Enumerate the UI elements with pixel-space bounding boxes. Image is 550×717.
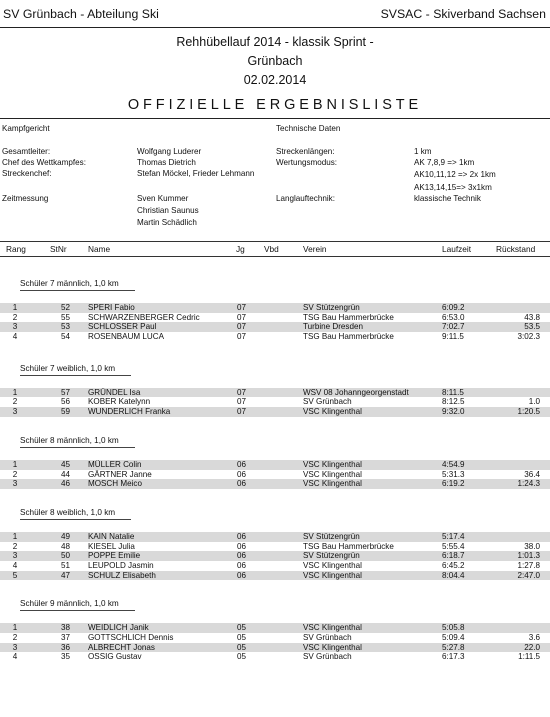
time-behind: 3:02.3 [517,332,540,342]
event-title: Rehhübellauf 2014 - klassik Sprint - [176,35,374,49]
finish-time: 5:17.4 [442,531,465,541]
club-name: SV Stützengrün [303,551,360,561]
result-row [0,551,550,561]
finish-time: 8:11.5 [442,387,464,397]
stnr-cell: 59 [60,407,70,417]
club-name: SV Stützengrün [303,303,360,312]
group-heading [0,580,550,623]
stnr-cell: 47 [60,570,70,580]
stnr-cell: 38 [60,623,70,633]
birth-year: 07 [237,312,247,322]
finish-time: 5:09.4 [442,633,465,642]
stnr-cell: 52 [60,303,70,312]
athlete-name: ALBRECHT Jonas [88,642,155,652]
club-name: VSC Klingenthal [303,642,362,652]
zeitmessung-label: Zeitmessung [2,194,49,203]
group-label: Schüler 7 männlich, 1,0 km [20,279,135,291]
rang-cell: 2 [12,397,18,407]
technik-value: klassische Technik [414,194,481,203]
athlete-name: LEUPOLD Jasmin [88,560,154,570]
result-row [0,561,550,571]
time-behind: 53.5 [524,322,540,332]
club-name: TSG Bau Hammerbrücke [303,312,394,322]
athlete-name: SPERI Fabio [88,303,135,312]
rang-cell: 1 [12,623,18,633]
group-heading [0,342,550,388]
event-date: 02.02.2014 [243,73,307,87]
wertung-value-2: AK10,11,12 => 2x 1km [414,170,496,179]
stnr-cell: 49 [60,531,70,541]
club-name: VSC Klingenthal [303,479,362,489]
club-name: VSC Klingenthal [303,560,362,570]
birth-year: 06 [237,479,247,489]
finish-time: 6:09.2 [442,303,465,312]
result-row [0,388,550,398]
streckenlaengen-label: Streckenlängen: [276,147,335,156]
stnr-cell: 56 [60,397,70,407]
finish-time: 6:53.0 [442,312,465,322]
rang-cell: 4 [12,560,18,570]
result-row [0,470,550,480]
stnr-cell: 54 [60,332,70,342]
birth-year: 07 [237,332,247,342]
rang-cell: 2 [12,312,18,322]
col-verein: Verein [303,244,327,254]
officials-block [0,119,550,241]
finish-time: 9:11.5 [442,332,464,342]
club-name: SV Grünbach [303,397,352,407]
group-label: Schüler 7 weiblich, 1,0 km [20,364,131,376]
results-list [0,257,550,662]
stnr-cell: 37 [60,633,70,642]
result-row [0,322,550,332]
time-behind: 1:11.5 [518,652,540,662]
event-location: Grünbach [247,54,303,68]
result-row [0,313,550,323]
club-name: VSC Klingenthal [303,570,362,580]
result-row [0,332,550,342]
time-behind: 38.0 [524,541,540,551]
result-row [0,652,550,662]
col-rueckstand: Rückstand [496,244,536,254]
time-behind: 22.0 [524,642,540,652]
wertung-value-1: AK 7,8,9 => 1km [414,158,475,167]
stnr-cell: 50 [60,551,70,561]
finish-time: 5:31.3 [442,469,465,479]
result-row [0,532,550,542]
time-behind: 3.6 [528,633,540,642]
finish-time: 6:45.2 [442,560,465,570]
group-heading [0,489,550,532]
wertung-label: Wertungsmodus: [276,158,338,167]
rang-cell: 3 [12,551,18,561]
col-name: Name [88,244,111,254]
birth-year: 06 [237,570,247,580]
athlete-name: SCHLOSSER Paul [88,322,157,332]
club-name: SV Grünbach [303,652,352,662]
rang-cell: 1 [12,387,18,397]
time-behind: 1:01.3 [517,551,540,561]
rang-cell: 2 [12,633,18,642]
result-row [0,542,550,552]
rang-cell: 2 [12,469,18,479]
rang-cell: 3 [12,407,18,417]
technische-daten-heading: Technische Daten [276,124,341,133]
birth-year: 05 [237,642,247,652]
athlete-name: GRÜNDEL Isa [88,387,141,397]
club-name: VSC Klingenthal [303,469,362,479]
club-name: SV Grünbach [303,633,352,642]
birth-year: 07 [237,322,247,332]
club-name: VSC Klingenthal [303,407,362,417]
header-divider [0,27,550,28]
athlete-name: KAIN Natalie [88,531,135,541]
streckenchef-value: Stefan Möckel, Frieder Lehmann [137,169,255,178]
result-row [0,571,550,581]
organizer-right: SVSAC - Skiverband Sachsen [380,7,546,21]
club-name: Turbine Dresden [303,322,363,332]
col-laufzeit: Laufzeit [442,244,472,254]
birth-year: 07 [237,397,247,407]
streckenlaengen-value: 1 km [414,147,432,156]
athlete-name: SCHULZ Elisabeth [88,570,156,580]
finish-time: 8:12.5 [442,397,465,407]
time-behind: 43.8 [524,312,540,322]
result-row [0,460,550,470]
streckenchef-label: Streckenchef: [2,169,52,178]
page-header [0,0,550,119]
rang-cell: 3 [12,322,18,332]
stnr-cell: 48 [60,541,70,551]
rang-cell: 4 [12,332,18,342]
birth-year: 06 [237,551,247,561]
finish-time: 9:32.0 [442,407,465,417]
time-behind: 1:24.3 [517,479,540,489]
result-row [0,623,550,633]
col-rang: Rang [6,244,26,254]
finish-time: 8:04.4 [442,570,465,580]
birth-year: 06 [237,560,247,570]
club-name: WSV 08 Johanngeorgenstadt [303,387,409,397]
athlete-name: POPPE Emilie [88,551,141,561]
stnr-cell: 46 [60,479,70,489]
athlete-name: GOTTSCHLICH Dennis [88,633,174,642]
rang-cell: 1 [12,303,18,312]
birth-year: 06 [237,531,247,541]
stnr-cell: 35 [60,652,70,662]
stnr-cell: 45 [60,459,70,469]
result-row [0,643,550,653]
organizer-left: SV Grünbach - Abteilung Ski [3,7,159,21]
birth-year: 05 [237,652,247,662]
stnr-cell: 55 [60,312,70,322]
birth-year: 07 [237,303,247,312]
athlete-name: MÜLLER Colin [88,459,142,469]
club-name: VSC Klingenthal [303,623,362,633]
birth-year: 07 [237,387,247,397]
group-label: Schüler 9 männlich, 1,0 km [20,599,135,611]
birth-year: 05 [237,633,247,642]
stnr-cell: 36 [60,642,70,652]
birth-year: 07 [237,407,247,417]
club-name: VSC Klingenthal [303,459,362,469]
kampfgericht-heading: Kampfgericht [2,124,50,133]
time-behind: 1.0 [528,397,540,407]
technik-label: Langlauftechnik: [276,194,335,203]
result-row [0,633,550,643]
birth-year: 05 [237,623,247,633]
athlete-name: WEIDLICH Janik [88,623,149,633]
time-behind: 2:47.0 [517,570,540,580]
athlete-name: SCHWARZENBERGER Cedric [88,312,200,322]
athlete-name: WUNDERLICH Franka [88,407,171,417]
time-behind: 36.4 [524,469,540,479]
document-title: OFFIZIELLE ERGEBNISLISTE [127,97,423,113]
club-name: TSG Bau Hammerbrücke [303,541,394,551]
athlete-name: MOSCH Meico [88,479,142,489]
stnr-cell: 51 [60,560,70,570]
stnr-cell: 57 [60,387,70,397]
birth-year: 06 [237,459,247,469]
finish-time: 7:02.7 [442,322,465,332]
zeitmessung-value-1: Sven Kummer [137,194,189,203]
result-row [0,407,550,417]
athlete-name: GÄRTNER Janne [88,469,152,479]
time-behind: 1:27.8 [517,560,540,570]
group-label: Schüler 8 männlich, 1,0 km [20,436,135,448]
result-row [0,479,550,489]
results-column-header [0,241,550,257]
header-bar [0,0,550,22]
stnr-cell: 53 [60,322,70,332]
rang-cell: 3 [12,479,18,489]
col-stnr: StNr [50,244,67,254]
finish-time: 6:17.3 [442,652,465,662]
stnr-cell: 44 [60,469,70,479]
chef-value: Thomas Dietrich [137,158,196,167]
group-label: Schüler 8 weiblich, 1,0 km [20,508,131,520]
club-name: TSG Bau Hammerbrücke [303,332,394,342]
zeitmessung-value-3: Martin Schädlich [137,218,197,227]
finish-time: 6:18.7 [442,551,465,561]
rang-cell: 1 [12,531,18,541]
group-heading [0,257,550,303]
finish-time: 4:54.9 [442,459,465,469]
athlete-name: OSSIG Gustav [88,652,142,662]
zeitmessung-value-2: Christian Saunus [137,206,199,215]
finish-time: 6:19.2 [442,479,465,489]
rang-cell: 3 [12,642,18,652]
athlete-name: ROSENBAUM LUCA [88,332,165,342]
club-name: SV Stützengrün [303,531,360,541]
chef-label: Chef des Wettkampfes: [2,158,86,167]
finish-time: 5:55.4 [442,541,465,551]
finish-time: 5:05.8 [442,623,465,633]
wertung-value-3: AK13,14,15=> 3x1km [414,183,492,192]
event-title-block [0,33,550,90]
rang-cell: 5 [12,570,18,580]
rang-cell: 1 [12,459,18,469]
rang-cell: 2 [12,541,18,551]
athlete-name: KOBER Katelynn [88,397,151,407]
group-heading [0,417,550,460]
birth-year: 06 [237,469,247,479]
gesamtleiter-value: Wolfgang Luderer [137,147,202,156]
result-row [0,303,550,313]
birth-year: 06 [237,541,247,551]
result-row [0,397,550,407]
gesamtleiter-label: Gesamtleiter: [2,147,51,156]
athlete-name: KIESEL Julia [88,541,135,551]
col-vbd: Vbd [264,244,279,254]
finish-time: 5:27.8 [442,642,465,652]
time-behind: 1:20.5 [517,407,540,417]
col-jg: Jg [236,244,245,254]
rang-cell: 4 [12,652,18,662]
